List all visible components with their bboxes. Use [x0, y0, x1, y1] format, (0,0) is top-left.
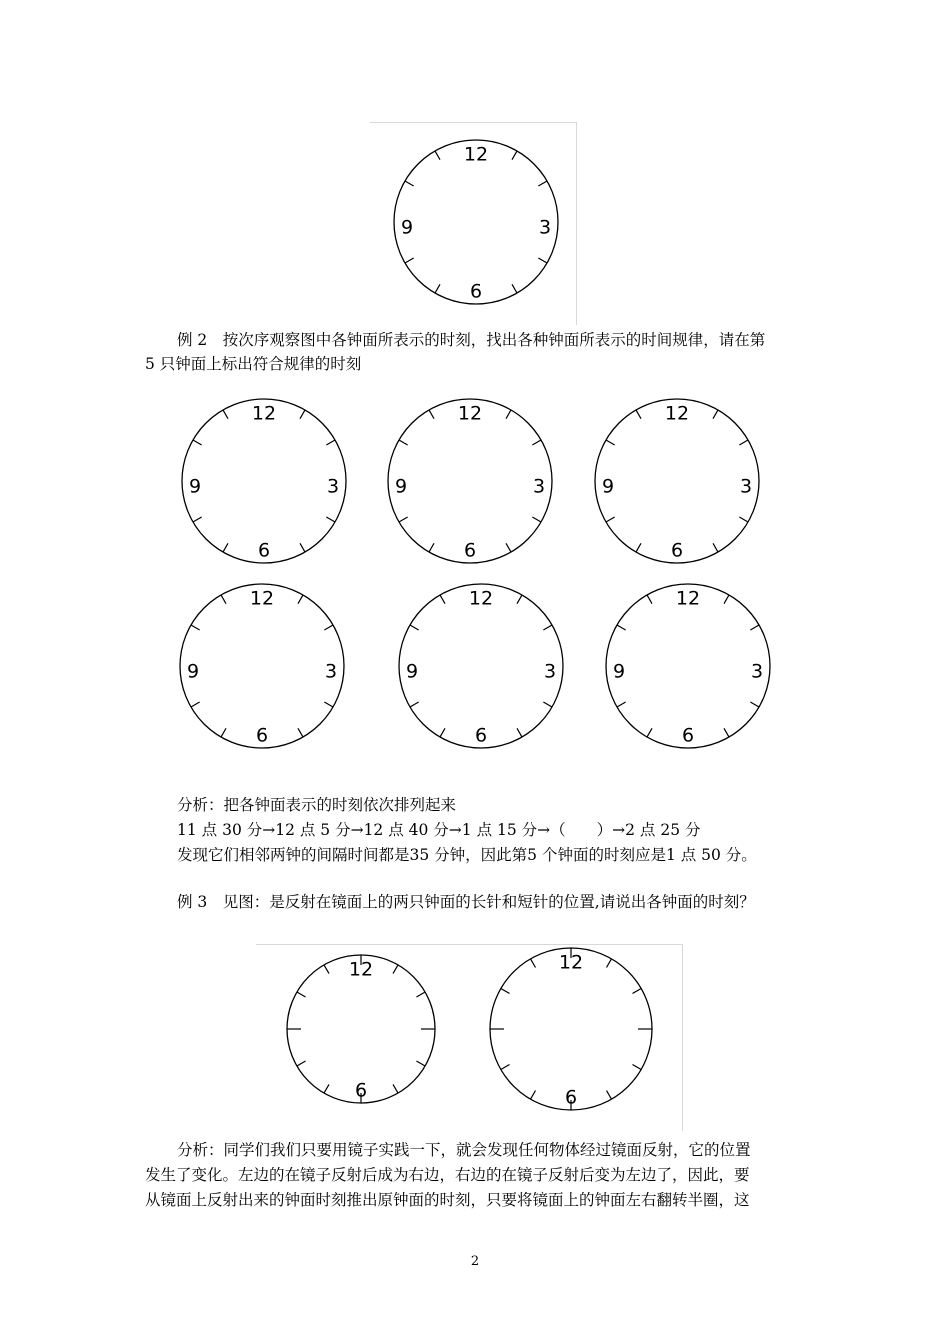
clock-numeral-12: 12: [468, 587, 494, 610]
clock-tick: [532, 440, 541, 445]
clock-tick: [739, 440, 748, 445]
clock-numeral-6: 6: [255, 724, 269, 747]
clock-tick: [512, 151, 517, 160]
clock-tick: [435, 284, 440, 293]
clock-numeral-3: 3: [750, 660, 764, 683]
clock-numeral-12: 12: [675, 587, 701, 610]
clock-tick: [512, 284, 517, 293]
clock-numeral-9: 9: [186, 660, 200, 683]
clock-numeral-6: 6: [681, 724, 695, 747]
clock-tick: [647, 595, 652, 604]
clock-numeral-6: 6: [257, 539, 271, 562]
clock-face: [484, 942, 658, 1116]
clock-tick: [297, 992, 306, 997]
clock-tick: [298, 728, 303, 737]
clock-face: [393, 578, 569, 754]
clock-tick: [223, 410, 228, 419]
clock-tick: [399, 440, 408, 445]
clock-numeral-3: 3: [326, 475, 340, 498]
clock-tick: [750, 625, 759, 630]
clock-face: [281, 949, 441, 1109]
clock-numeral-6: 6: [670, 539, 684, 562]
example-3-line-1: 例 3 见图：是反射在镜面上的两只钟面的长针和短针的位置,请说出各钟面的时刻？: [177, 893, 755, 911]
clock-numeral-12: 12: [457, 402, 483, 425]
analysis-3-line-3: 从镜面上反射出来的钟面时刻推出原钟面的时刻，只要将镜面上的钟面左右翻转半圈，这: [145, 1191, 750, 1209]
clock-tick: [517, 595, 522, 604]
clock-tick: [543, 702, 552, 707]
clock-tick: [410, 702, 419, 707]
example-2-line-1: 例 2 按次序观察图中各钟面所表示的时刻，找出各种钟面所表示的时间规律，请在第: [177, 331, 766, 349]
clock-numeral-9: 9: [405, 660, 419, 683]
clock-numeral-3: 3: [538, 216, 552, 239]
clock-tick: [506, 543, 511, 552]
clock-numeral-9: 9: [188, 475, 202, 498]
clock-tick: [440, 595, 445, 604]
clock-face: [174, 578, 350, 754]
clock-tick: [617, 625, 626, 630]
clock-tick: [416, 992, 425, 997]
clock-tick: [538, 181, 547, 186]
clock-tick: [538, 258, 547, 263]
clock-tick: [298, 595, 303, 604]
analysis-3-line-1: 分析：同学们我们只要用镜子实践一下，就会发现任何物体经过镜面反射，它的位置: [177, 1141, 751, 1159]
clock-tick: [326, 517, 335, 522]
clock-tick: [531, 959, 536, 968]
clock-face: [589, 393, 765, 569]
clock-tick: [606, 517, 615, 522]
clock-tick: [724, 728, 729, 737]
clock-tick: [429, 543, 434, 552]
clock-numeral-9: 9: [612, 660, 626, 683]
clock-tick: [193, 517, 202, 522]
clock-tick: [435, 151, 440, 160]
page-number: 2: [470, 1254, 480, 1269]
clock-tick: [636, 543, 641, 552]
clock-tick: [543, 625, 552, 630]
clock-tick: [632, 1065, 641, 1070]
clock-tick: [750, 702, 759, 707]
clock-tick: [193, 440, 202, 445]
clock-numeral-6: 6: [354, 1079, 368, 1102]
clock-tick: [501, 989, 510, 994]
analysis-2-line-2: 11 点 30 分→12 点 5 分→12 点 40 分→1 点 15 分→（ ）→2 点 25 分: [177, 821, 701, 839]
clock-numeral-12: 12: [251, 402, 277, 425]
clock-tick: [410, 625, 419, 630]
clock-tick: [297, 1061, 306, 1066]
clock-tick: [223, 543, 228, 552]
clock-tick: [739, 517, 748, 522]
clock-tick: [617, 702, 626, 707]
clock-numeral-3: 3: [324, 660, 338, 683]
clock-tick: [429, 410, 434, 419]
clock-tick: [532, 517, 541, 522]
clock-tick: [607, 959, 612, 968]
clock-tick: [405, 181, 414, 186]
analysis-2-line-1: 分析：把各钟面表示的时刻依次排列起来: [177, 796, 457, 814]
clock-numeral-9: 9: [601, 475, 615, 498]
clock-tick: [416, 1061, 425, 1066]
clock-tick: [326, 440, 335, 445]
clock-tick: [191, 702, 200, 707]
clock-numeral-6: 6: [463, 539, 477, 562]
clock-face: [600, 578, 776, 754]
clock-face: [176, 393, 352, 569]
clock-tick: [405, 258, 414, 263]
clock-tick: [647, 728, 652, 737]
clock-numeral-3: 3: [532, 475, 546, 498]
clock-tick: [300, 410, 305, 419]
analysis-2-line-3: 发现它们相邻两钟的间隔时间都是35 分钟，因此第5 个钟面的时刻应是1 点 50 分。: [177, 846, 757, 864]
clock-tick: [324, 702, 333, 707]
clock-numeral-12: 12: [558, 951, 584, 974]
clock-face: [382, 393, 558, 569]
clock-tick: [300, 543, 305, 552]
clock-numeral-12: 12: [348, 958, 374, 981]
clock-numeral-12: 12: [463, 143, 489, 166]
clock-numeral-9: 9: [400, 216, 414, 239]
clock-tick: [324, 1084, 329, 1093]
example-2-line-2: 5 只钟面上标出符合规律的时刻: [145, 355, 362, 373]
clock-tick: [506, 410, 511, 419]
clock-numeral-3: 3: [739, 475, 753, 498]
clock-tick: [636, 410, 641, 419]
clock-tick: [607, 1090, 612, 1099]
clock-tick: [324, 965, 329, 974]
clock-tick: [713, 543, 718, 552]
clock-tick: [440, 728, 445, 737]
clock-tick: [221, 595, 226, 604]
clock-numeral-6: 6: [564, 1086, 578, 1109]
clock-tick: [399, 517, 408, 522]
clock-tick: [324, 625, 333, 630]
clock-tick: [724, 595, 729, 604]
clock-numeral-9: 9: [394, 475, 408, 498]
clock-tick: [531, 1090, 536, 1099]
clock-tick: [713, 410, 718, 419]
clock-tick: [191, 625, 200, 630]
clock-tick: [632, 989, 641, 994]
clock-numeral-6: 6: [469, 280, 483, 303]
clock-tick: [606, 440, 615, 445]
clock-face: [388, 134, 564, 310]
clock-tick: [393, 1084, 398, 1093]
clock-tick: [517, 728, 522, 737]
clock-numeral-12: 12: [249, 587, 275, 610]
clock-tick: [393, 965, 398, 974]
clock-numeral-6: 6: [474, 724, 488, 747]
clock-numeral-3: 3: [543, 660, 557, 683]
analysis-3-line-2: 发生了变化。左边的在镜子反射后成为右边，右边的在镜子反射后变为左边了，因此，要: [145, 1166, 750, 1184]
clock-tick: [501, 1065, 510, 1070]
clock-tick: [221, 728, 226, 737]
clock-numeral-12: 12: [664, 402, 690, 425]
